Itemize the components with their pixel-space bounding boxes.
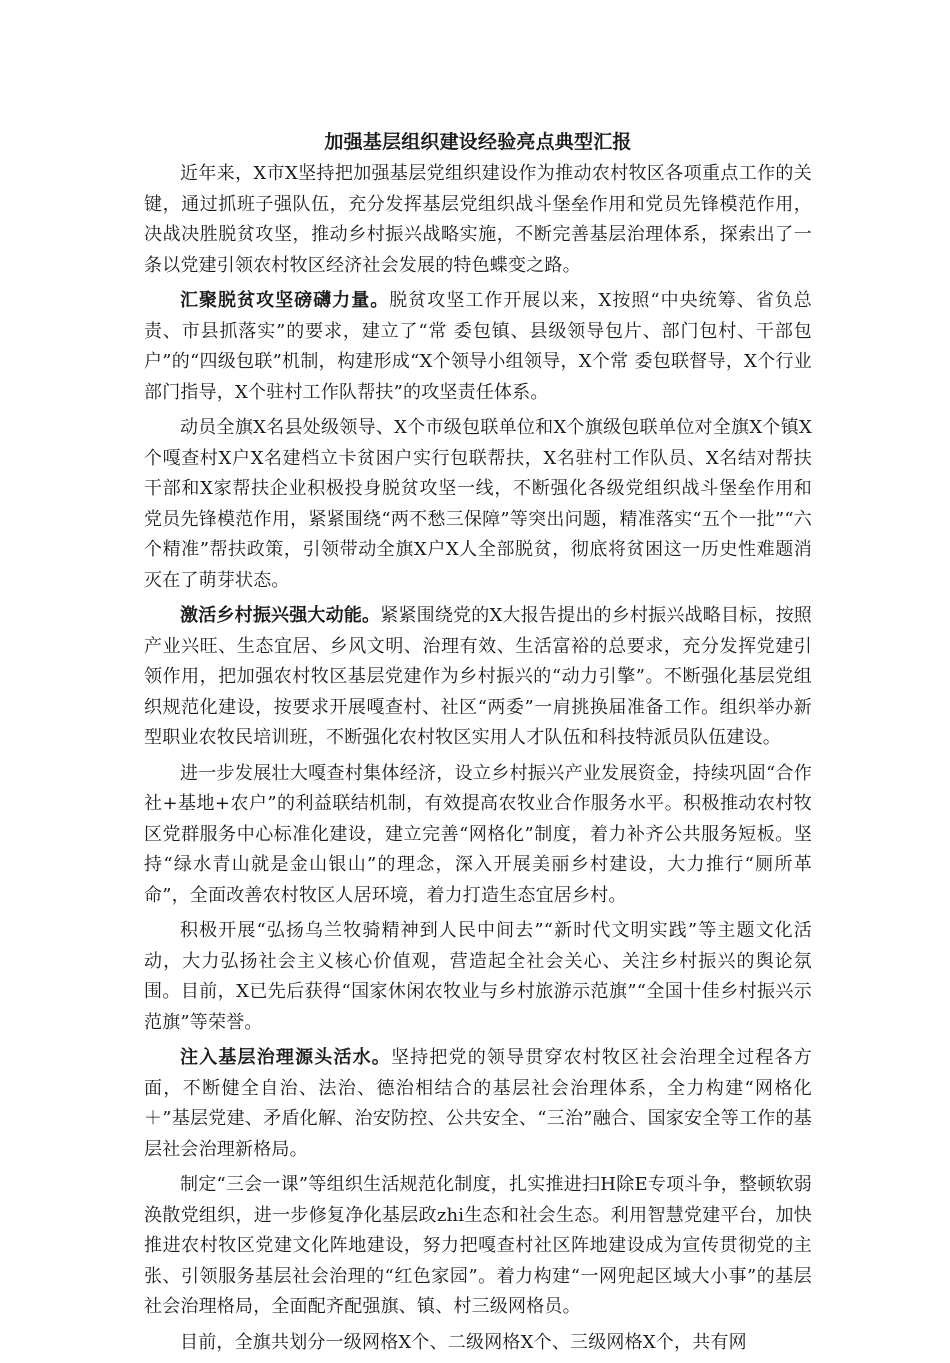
paragraph-text: 制定“三会一课”等组织生活规范化制度，扎实推进扫H除E专项斗争，整顿软弱涣散党组织，进一步修复净化基层政zhi生态和社会生态。利用智慧党建平台，加快推进农村牧区党建文化阵地建设，努力把嘎查村社区阵地建设成为宣传贯彻党的主张、引领服务基层社会治理的“红色家园”。着力构建“一网兜起区域大小事”的基层社会治理格局，全面配齐配强旗、镇、村三级网格员。 (144, 1174, 812, 1317)
document-title: 加强基层组织建设经验亮点典型汇报 (324, 131, 632, 153)
paragraph-text: 紧紧围绕党的X大报告提出的乡村振兴战略目标，按照产业兴旺、生态宜居、乡风文明、治理有效、生活富裕的总要求，充分发挥党建引领作用，把加强农村牧区基层党建作为乡村振兴的“动力引擎”。不断强化基层党组织规范化建设，按要求开展嘎查村、社区“两委”一肩挑换届准备工作。组织举办新型职业农牧民培训班，不断强化农村牧区实用人才队伍和科技特派员队伍建设。 (144, 605, 812, 748)
paragraph-culture (144, 916, 812, 1038)
paragraph-revitalization (144, 601, 812, 754)
document-page (144, 127, 812, 1363)
paragraph-mobilize (144, 413, 812, 596)
paragraph-text: 进一步发展壮大嘎查村集体经济，设立乡村振兴产业发展资金，持续巩固“合作社+基地+农户”的利益联结机制，有效提高农牧业合作服务水平。积极推动农村牧区党群服务中心标准化建设，建立完善“网格化”制度，着力补齐公共服务短板。坚持“绿水青山就是金山银山”的理念，深入开展美丽乡村建设，大力推行“厕所革命”，全面改善农村牧区人居环境，着力打造生态宜居乡村。 (144, 762, 812, 906)
paragraph-collective-economy (144, 759, 812, 912)
paragraph-organization (144, 1170, 812, 1323)
paragraph-text: 坚持把党的领导贯穿农村牧区社会治理全过程各方面，不断健全自治、法治、德治相结合的基层社会治理体系，全力构建“网格化＋”基层党建、矛盾化解、治安防控、公共安全、“三治”融合、国家安全等工作的基层社会治理新格局。 (144, 1047, 812, 1160)
paragraph-text: 脱贫攻坚工作开展以来，X按照“中央统筹、省负总责、市县抓落实”的要求，建立了“常 委包镇、县级领导包片、部门包村、干部包户”的“四级包联”机制，构建形成“X个领导小组领导，X个常 委包联督导，X个行业部门指导，X个驻村工作队帮扶”的攻坚责任体系。 (144, 290, 812, 403)
paragraph-text: 目前，全旗共划分一级网格X个、二级网格X个、三级网格X个，共有网 (180, 1331, 747, 1353)
section-heading-revitalization: 激活乡村振兴强大动能。 (180, 605, 381, 626)
paragraph-intro (144, 159, 812, 281)
paragraph-governance (144, 1043, 812, 1165)
paragraph-text: 近年来，X市X坚持把加强基层党组织建设作为推动农村牧区各项重点工作的关键，通过抓班子强队伍，充分发挥基层党组织战斗堡垒作用和党员先锋模范作用，决战决胜脱贫攻坚，推动乡村振兴战略实施，不断完善基层治理体系，探索出了一条以党建引领农村牧区经济社会发展的特色蝶变之路。 (144, 163, 812, 276)
paragraph-poverty (144, 286, 812, 408)
paragraph-text: 动员全旗X名县处级领导、X个市级包联单位和X个旗级包联单位对全旗X个镇X个嘎查村X户X名建档立卡贫困户实行包联帮扶，X名驻村工作队员、X名结对帮扶干部和X家帮扶企业积极投身脱贫攻坚一线，不断强化各级党组织战斗堡垒作用和党员先锋模范作用，紧紧围绕“两不愁三保障”等突出问题，精准落实“五个一批”“六个精准”帮扶政策，引领带动全旗X户X人全部脱贫，彻底将贫困这一历史性难题消灭在了萌芽状态。 (144, 417, 812, 591)
section-heading-poverty: 汇聚脱贫攻坚磅礴力量。 (180, 290, 390, 311)
paragraph-grid (144, 1328, 812, 1359)
section-heading-governance: 注入基层治理源头活水。 (180, 1047, 391, 1068)
paragraph-text: 积极开展“弘扬乌兰牧骑精神到人民中间去”“新时代文明实践”等主题文化活动，大力弘扬社会主义核心价值观，营造起全社会关心、关注乡村振兴的舆论氛围。目前，X已先后获得“国家休闲农牧业与乡村旅游示范旗”“全国十佳乡村振兴示范旗”等荣誉。 (144, 920, 812, 1033)
